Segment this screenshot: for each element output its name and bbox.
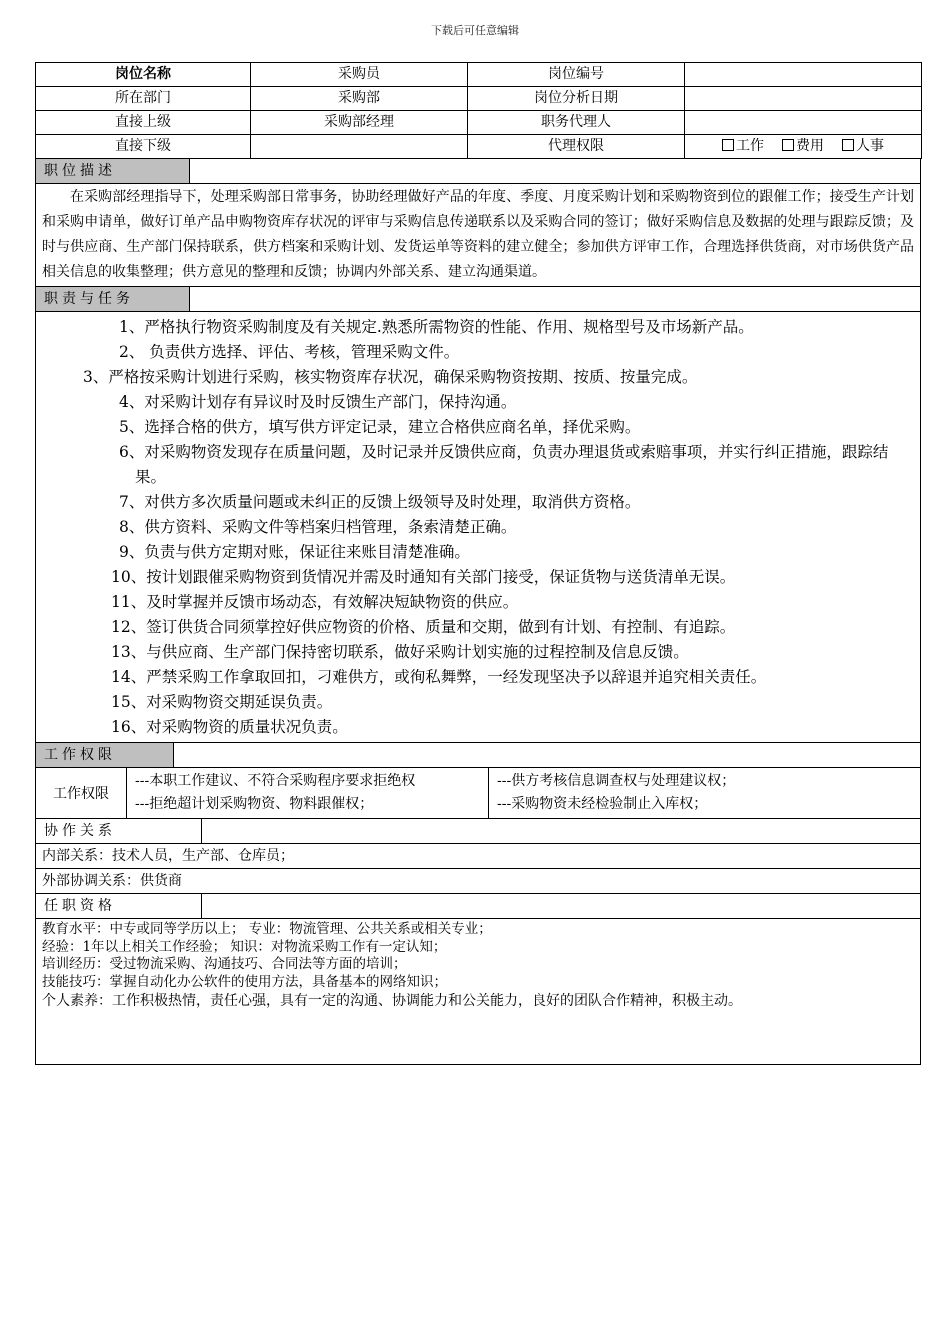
duty-item: 10、按计划跟催采购物资到货情况并需及时通知有关部门接受，保证货物与送货清单无误。 [111, 568, 736, 586]
info-row [36, 63, 922, 87]
info-row [36, 135, 922, 159]
position-number-value [685, 63, 922, 87]
section-header-duties [35, 287, 921, 312]
authority-item: ---供方考核信息调查权与处理建议权； [497, 773, 736, 789]
section-header-qualification [35, 894, 921, 919]
subordinate-label: 直接下级 [36, 135, 251, 159]
section-title: 职位描述 [36, 159, 190, 183]
position-name-label: 岗位名称 [36, 63, 251, 87]
analysis-date-label: 岗位分析日期 [468, 87, 685, 111]
external-relations: 外部协调关系：供货商 [35, 869, 921, 894]
duty-item: 5、选择合格的供方，填写供方评定记录，建立合格供应商名单，择优采购。 [119, 418, 641, 436]
section-header-authority [35, 743, 921, 768]
info-table [35, 62, 922, 159]
analysis-date-value [685, 87, 922, 111]
duty-item: 9、负责与供方定期对账，保证往来账目清楚准确。 [119, 543, 470, 561]
job-description-form [35, 62, 921, 1065]
duty-item: 13、与供应商、生产部门保持密切联系，做好采购计划实施的过程控制及信息反馈。 [111, 643, 689, 661]
authority-label: 工作权限 [36, 768, 127, 818]
duty-item: 6、对采购物资发现存在质量问题，及时记录并反馈供应商，负责办理退货或索赔事项，并实行纠正措施，跟踪结果。 [119, 443, 889, 486]
authority-item: ---拒绝超计划采购物资、物料跟催权； [135, 796, 374, 812]
supervisor-label: 直接上级 [36, 111, 251, 135]
qualification-item: 教育水平：中专或同等学历以上； 专业：物流管理、公共关系或相关专业； [42, 921, 492, 937]
qualification-item: 经验：1年以上相关工作经验； 知识：对物流采购工作有一定认知； [42, 938, 447, 955]
department-label: 所在部门 [36, 87, 251, 111]
duty-item: 11、及时掌握并反馈市场动态，有效解决短缺物资的供应。 [111, 593, 519, 611]
duty-item: 12、签订供货合同须掌控好供应物资的价格、质量和交期，做到有计划、有控制、有追踪。 [111, 618, 736, 636]
section-title: 任职资格 [36, 894, 202, 918]
option-personnel[interactable]: 人事 [842, 138, 884, 154]
authority-item: ---本职工作建议、不符合采购程序要求拒绝权 [135, 773, 416, 789]
duty-item: 1、严格执行物资采购制度及有关规定.熟悉所需物资的性能、作用、规格型号及市场新产品。 [119, 318, 754, 336]
duty-item: 3、严格按采购计划进行采购，核实物资库存状况，确保采购物资按期、按质、按量完成。 [83, 368, 698, 386]
qualification-item: 培训经历：受过物流采购、沟通技巧、合同法等方面的培训； [42, 956, 407, 972]
section-title: 协作关系 [36, 819, 202, 843]
proxy-authority-label: 代理权限 [468, 135, 685, 159]
deputy-label: 职务代理人 [468, 111, 685, 135]
info-row [36, 111, 922, 135]
description-block [35, 184, 921, 287]
authority-block [35, 768, 921, 819]
duties-block [35, 312, 921, 743]
checkbox-icon[interactable] [842, 139, 854, 151]
proxy-authority-options [685, 135, 922, 159]
department-value: 采购部 [251, 87, 468, 111]
authority-item: ---采购物资未经检验制止入库权； [497, 796, 708, 812]
authority-right [489, 768, 920, 818]
header-note: 下载后可任意编辑 [431, 24, 519, 37]
position-number-label: 岗位编号 [468, 63, 685, 87]
section-header-relations [35, 819, 921, 844]
section-title: 工作权限 [36, 743, 174, 767]
checkbox-icon[interactable] [722, 139, 734, 151]
supervisor-value: 采购部经理 [251, 111, 468, 135]
option-expense[interactable]: 费用 [782, 138, 824, 154]
section-title: 职责与任务 [36, 287, 190, 311]
qualification-block [35, 919, 921, 1065]
description-text: 在采购部经理指导下，处理采购部日常事务，协助经理做好产品的年度、季度、月度采购计划和采购物资到位的跟催工作；接受生产计划和采购申请单，做好订单产品申购物资库存状况的评审与采购信息传递联系以及采购合同的签订；做好采购信息及数据的处理与跟踪反馈；及时与供应商、生产部门保持联系，供方档案和采购计划、发货运单等资料的建立健全；参加供方评审工作，合理选择供货商，对市场供货产品相关信息的收集整理；供方意见的整理和反馈；协调内外部关系、建立沟通渠道。 [42, 189, 914, 280]
qualification-item: 技能技巧：掌握自动化办公软件的使用方法，具备基本的网络知识； [42, 973, 447, 990]
authority-left [127, 768, 489, 818]
duty-item: 15、对采购物资交期延误负责。 [111, 693, 333, 711]
duty-item: 7、对供方多次质量问题或未纠正的反馈上级领导及时处理，取消供方资格。 [119, 493, 641, 511]
position-name-value: 采购员 [251, 63, 468, 87]
duty-item: 2、 负责供方选择、评估、考核，管理采购文件。 [119, 343, 460, 361]
internal-relations: 内部关系：技术人员，生产部、仓库员； [35, 844, 921, 869]
duty-item: 16、对采购物资的质量状况负责。 [111, 718, 348, 736]
deputy-value [685, 111, 922, 135]
subordinate-value [251, 135, 468, 159]
info-row [36, 87, 922, 111]
checkbox-icon[interactable] [782, 139, 794, 151]
qualification-item: 个人素养：工作积极热情，责任心强，具有一定的沟通、协调能力和公关能力，良好的团队合作精神，积极主动。 [42, 993, 742, 1009]
duty-item: 8、供方资料、采购文件等档案归档管理，条索清楚正确。 [119, 518, 517, 536]
duty-item: 14、严禁采购工作拿取回扣，刁难供方，或徇私舞弊，一经发现坚决予以辞退并追究相关责任。 [111, 668, 767, 686]
duty-item: 4、对采购计划存有异议时及时反馈生产部门，保持沟通。 [119, 393, 517, 411]
option-work[interactable]: 工作 [722, 138, 764, 154]
section-header-description [35, 159, 921, 184]
